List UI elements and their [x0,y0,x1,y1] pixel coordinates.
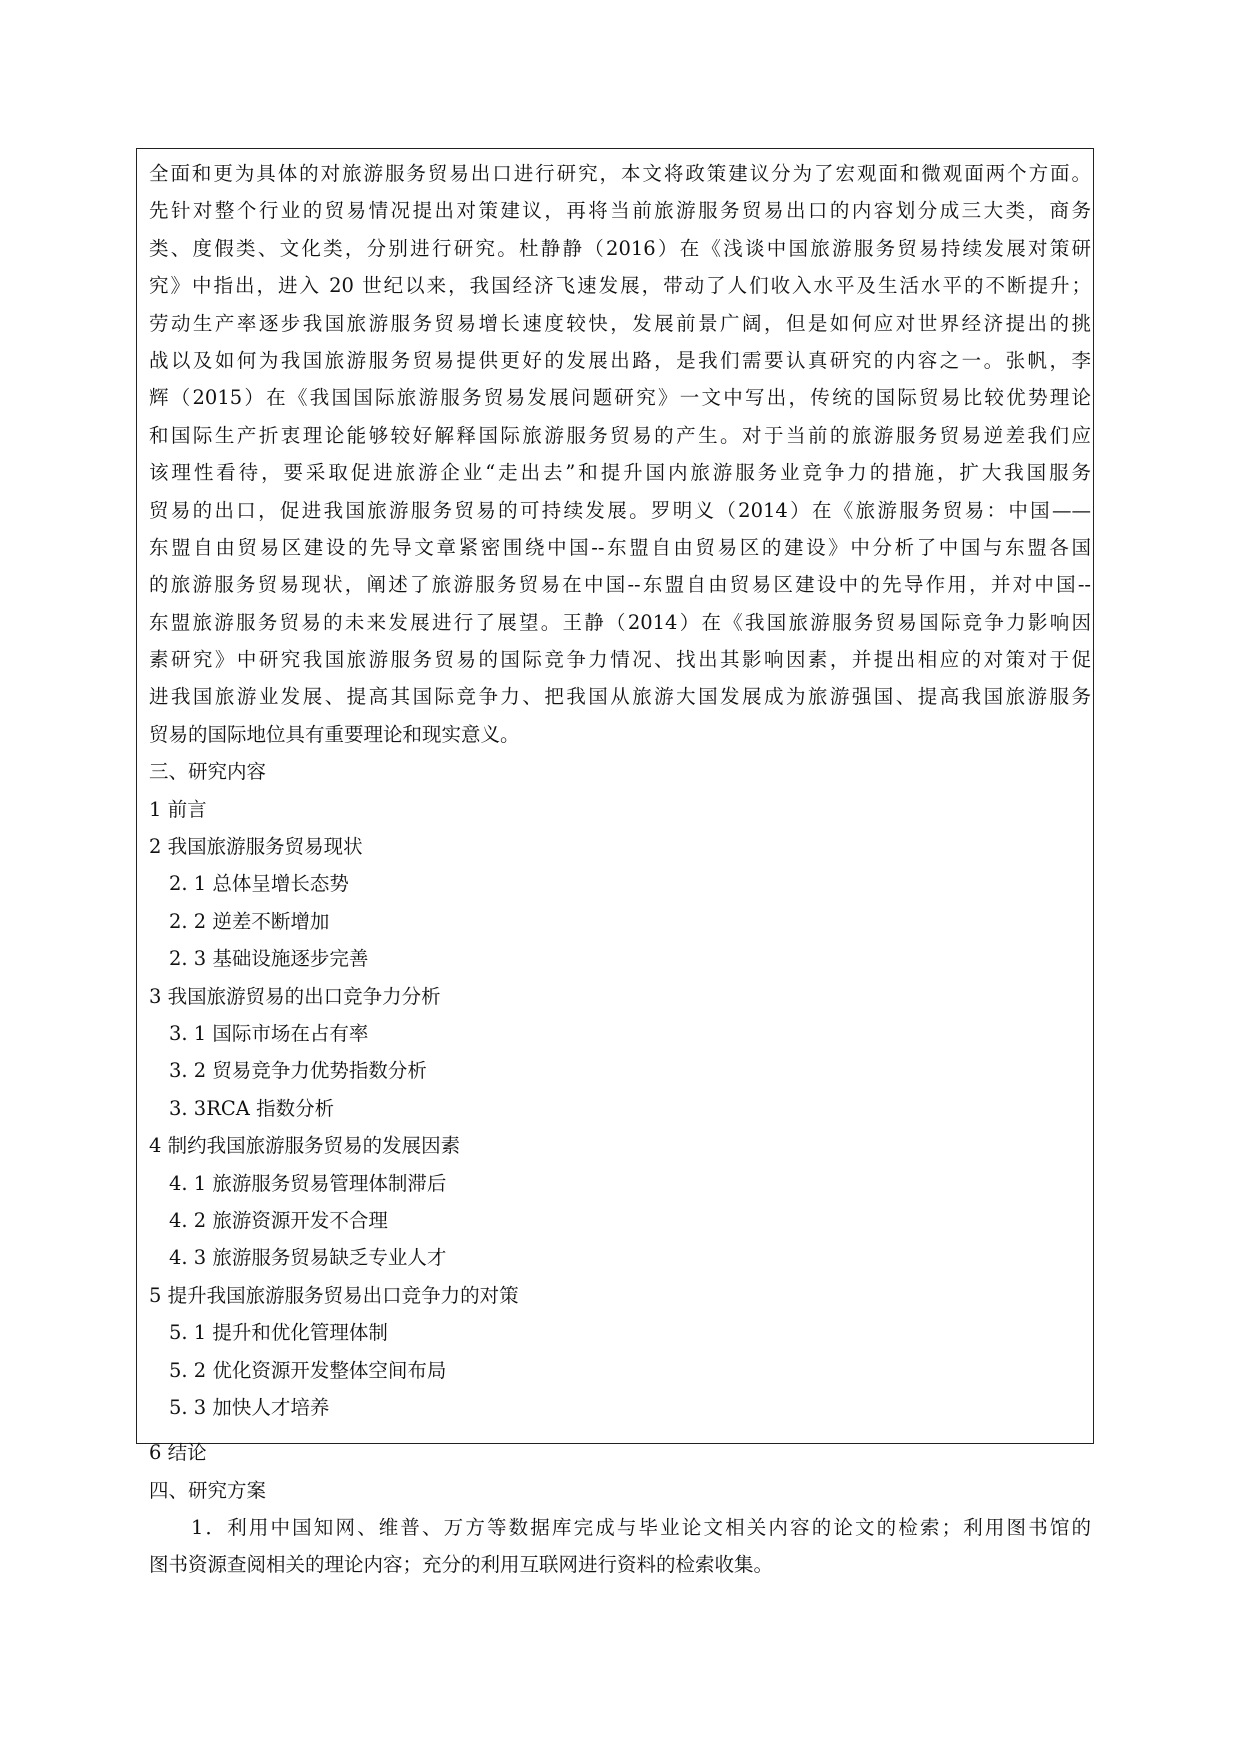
outline-subitem: 2. 3 基础设施逐步完善 [169,947,369,971]
outline-subitem: 3. 3RCA 指数分析 [169,1096,335,1120]
paragraph-line: 素研究》中研究我国旅游服务贸易的国际竞争力情况、找出其影响因素，并提出相应的对策对于促 [149,648,1091,672]
section-heading: 四、研究方案 [149,1478,267,1502]
paragraph-line: 先针对整个行业的贸易情况提出对策建议，再将当前旅游服务贸易出口的内容划分成三大类，商务 [149,199,1091,223]
outline-subitem: 2. 1 总体呈增长态势 [169,872,349,896]
outline-subitem: 3. 1 国际市场在占有率 [169,1021,369,1045]
paragraph-line: 劳动生产率逐步我国旅游服务贸易增长速度较快，发展前景广阔，但是如何应对世界经济提出的挑 [149,311,1091,335]
paragraph-line: 东盟自由贸易区建设的先导文章紧密围绕中国--东盟自由贸易区的建设》中分析了中国与东盟各国 [149,535,1091,559]
outline-item: 6 结论 [149,1441,207,1465]
paragraph-line: 辉（2015）在《我国国际旅游服务贸易发展问题研究》一文中写出，传统的国际贸易比较优势理论 [149,386,1091,410]
outline-subitem: 5. 1 提升和优化管理体制 [169,1321,388,1345]
outline-subitem: 3. 2 贸易竞争力优势指数分析 [169,1059,427,1083]
research-plan-section [149,1472,1091,1584]
outline-subitem: 4. 1 旅游服务贸易管理体制滞后 [169,1171,447,1195]
outline-item: 4 制约我国旅游服务贸易的发展因素 [149,1134,461,1158]
paragraph-line: 全面和更为具体的对旅游服务贸易出口进行研究，本文将政策建议分为了宏观面和微观面两个方面。 [149,162,1091,185]
paragraph-line: 图书资源查阅相关的理论内容；充分的利用互联网进行资料的检索收集。 [149,1553,774,1577]
outline-subitem: 2. 2 逆差不断增加 [169,909,330,933]
paragraph-line: 类、度假类、文化类，分别进行研究。杜静静（2016）在《浅谈中国旅游服务贸易持续发展对策研 [149,236,1091,260]
paragraph-line: 战以及如何为我国旅游服务贸易提供更好的发展出路，是我们需要认真研究的内容之一。张帆，李 [149,348,1091,372]
paragraph-line: 1．利用中国知网、维普、万方等数据库完成与毕业论文相关内容的论文的检索；利用图书馆的 [191,1516,1091,1540]
outline-subitem: 4. 3 旅游服务贸易缺乏专业人才 [169,1246,447,1270]
literature-review-paragraph [149,155,1091,753]
paragraph-line: 的旅游服务贸易现状，阐述了旅游服务贸易在中国--东盟自由贸易区建设中的先导作用，并对中国-- [149,573,1091,597]
paragraph-line: 该理性看待，要采取促进旅游企业“走出去”和提升国内旅游服务业竞争力的措施，扩大我国服务 [149,461,1091,485]
outline-item: 3 我国旅游贸易的出口竞争力分析 [149,984,441,1008]
outline-item: 2 我国旅游服务贸易现状 [149,835,363,859]
paragraph-line: 进我国旅游业发展、提高其国际竞争力、把我国从旅游大国发展成为旅游强国、提高我国旅游服务 [149,685,1091,709]
outline-item: 5 提升我国旅游服务贸易出口竞争力的对策 [149,1283,519,1307]
document-content [149,155,1091,1584]
research-content-section [149,753,1091,1471]
paragraph-line: 和国际生产折衷理论能够较好解释国际旅游服务贸易的产生。对于当前的旅游服务贸易逆差我们应 [149,423,1091,447]
paragraph-line: 贸易的国际地位具有重要理论和现实意义。 [149,722,520,746]
outline-subitem: 5. 2 优化资源开发整体空间布局 [169,1358,447,1382]
paragraph-line: 贸易的出口，促进我国旅游服务贸易的可持续发展。罗明义（2014）在《旅游服务贸易：中国—— [149,498,1091,522]
paragraph-line: 东盟旅游服务贸易的未来发展进行了展望。王静（2014）在《我国旅游服务贸易国际竞争力影响因 [149,610,1091,634]
paragraph-line: 究》中指出，进入 20 世纪以来，我国经济飞速发展，带动了人们收入水平及生活水平的不断提升； [149,274,1091,298]
outline-subitem: 4. 2 旅游资源开发不合理 [169,1208,388,1232]
section-heading: 三、研究内容 [149,760,267,784]
outline-item: 1 前言 [149,797,207,821]
outline-subitem: 5. 3 加快人才培养 [169,1395,330,1419]
